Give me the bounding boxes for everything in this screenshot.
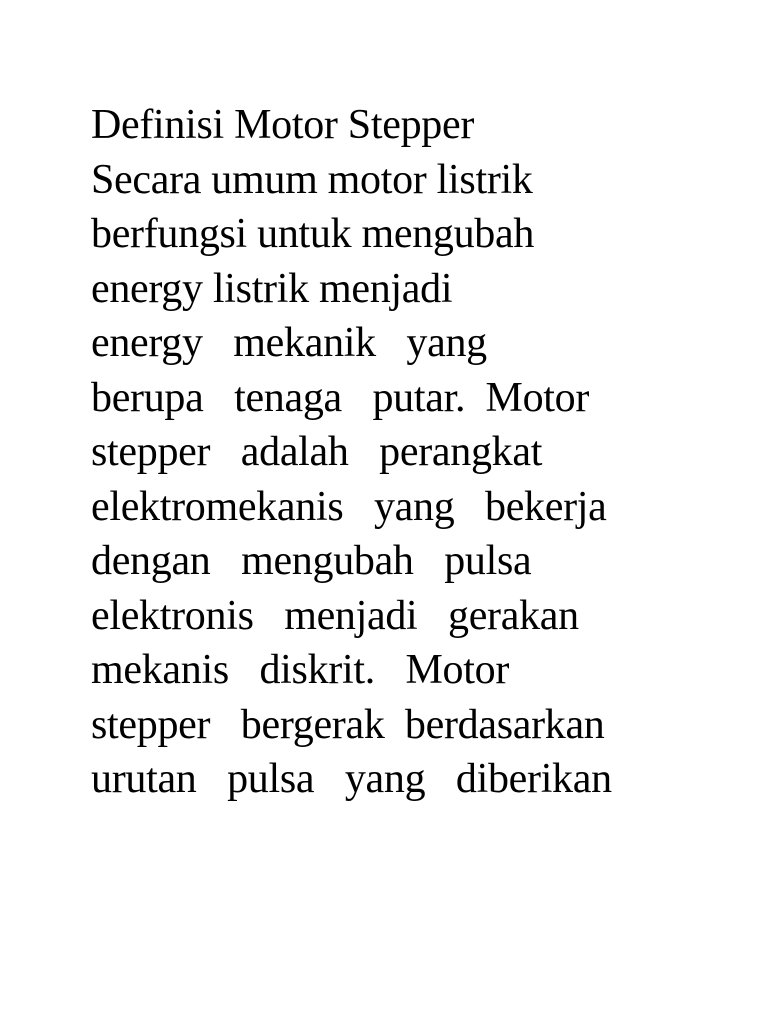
body-line: elektronis menjadi gerakan — [91, 592, 579, 639]
body-line: energy listrik menjadi — [91, 265, 453, 312]
body-line: mekanis diskrit. Motor — [91, 647, 510, 693]
document-text — [91, 98, 671, 807]
body-line: elektromekanis yang bekerja — [91, 483, 607, 530]
body-line: energy mekanik yang — [91, 320, 487, 366]
body-line: berupa tenaga putar. Motor — [91, 374, 590, 421]
body-line: stepper bergerak berdasarkan — [91, 701, 605, 748]
body-line: berfungsi untuk mengubah — [91, 211, 535, 257]
body-line: Secara umum motor listrik — [91, 156, 533, 203]
document-title: Definisi Motor Stepper — [91, 102, 475, 148]
body-line: dengan mengubah pulsa — [91, 538, 532, 584]
body-line: stepper adalah perangkat — [91, 429, 543, 475]
body-line: urutan pulsa yang diberikan — [91, 756, 612, 802]
